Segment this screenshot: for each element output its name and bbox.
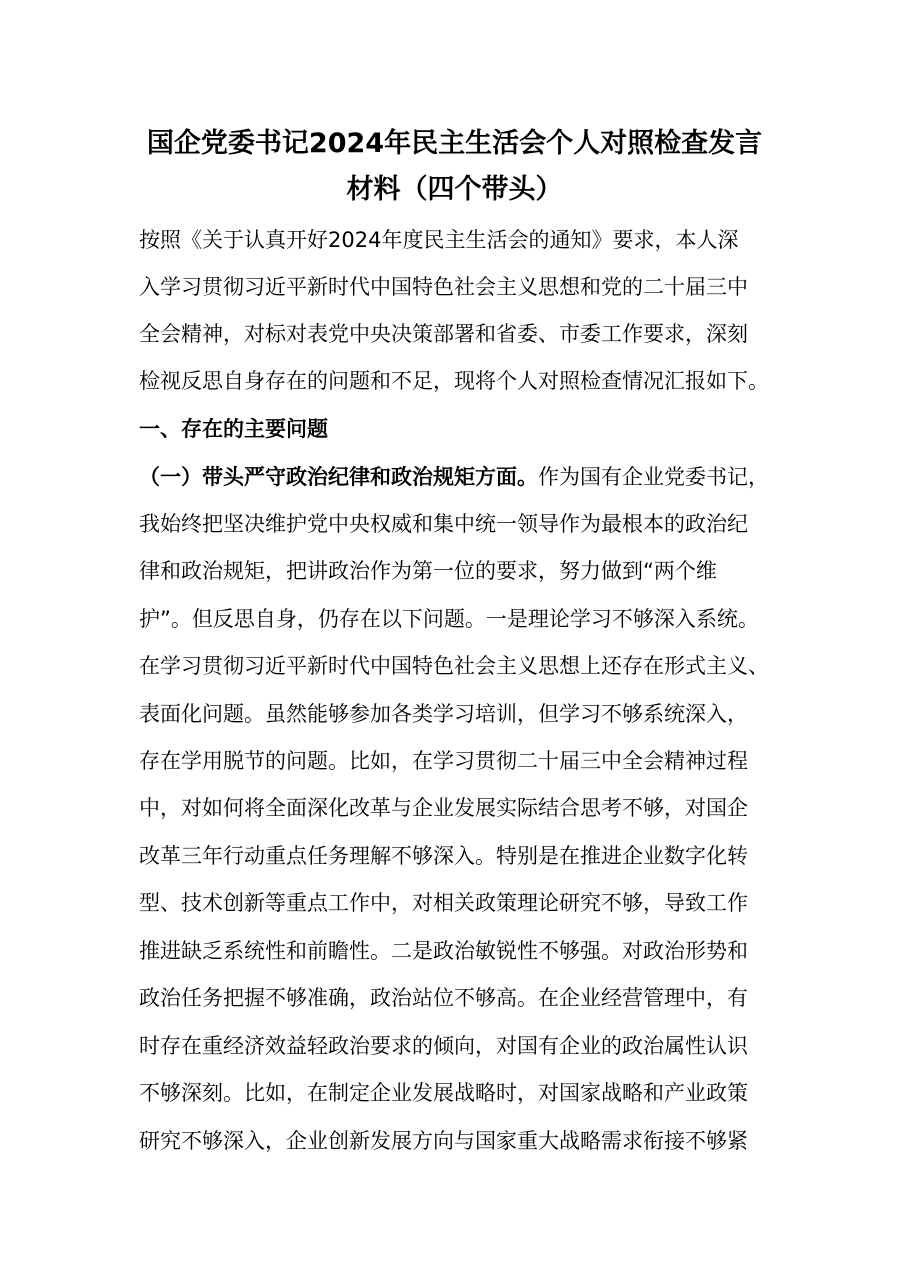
body-line: 政治任务把握不够准确，政治站位不够高。在企业经营管理中，有	[139, 986, 748, 1010]
body-line: 律和政治规矩，把讲政治作为第一位的要求，努力做到“两个维	[139, 559, 717, 583]
subsection-first-line	[139, 462, 769, 492]
body-line: 改革三年行动重点任务理解不够深入。特别是在推进企业数字化转	[139, 844, 748, 868]
subsection-first-line-text: 作为国有企业党委书记，	[538, 465, 769, 489]
body-line: 研究不够深入，企业创新发展方向与国家重大战略需求衔接不够紧	[139, 1129, 748, 1153]
section-heading: 一、存在的主要问题	[139, 417, 328, 441]
body-line: 我始终把坚决维护党中央权威和集中统一领导作为最根本的政治纪	[139, 512, 748, 536]
body-line: 存在学用脱节的问题。比如，在学习贯彻二十届三中全会精神过程	[139, 749, 748, 773]
intro-line: 按照《关于认真开好2024年度民主生活会的通知》要求，本人深	[139, 228, 739, 252]
body-line: 推进缺乏系统性和前瞻性。二是政治敏锐性不够强。对政治形势和	[139, 939, 748, 963]
subsection-heading: （一）带头严守政治纪律和政治规矩方面。	[139, 465, 538, 489]
document-title-line-1: 国企党委书记2024年民主生活会个人对照检查发言	[146, 128, 763, 159]
body-line: 表面化问题。虽然能够参加各类学习培训，但学习不够系统深入，	[139, 702, 748, 726]
intro-line: 入学习贯彻习近平新时代中国特色社会主义思想和党的二十届三中	[139, 275, 748, 299]
body-line: 不够深刻。比如，在制定企业发展战略时，对国家战略和产业政策	[139, 1081, 748, 1105]
document-title-line-2: 材料（四个带头）	[346, 174, 563, 205]
intro-line: 全会精神，对标对表党中央决策部署和省委、市委工作要求，深刻	[139, 322, 748, 346]
body-line: 时存在重经济效益轻政治要求的倾向，对国有企业的政治属性认识	[139, 1034, 748, 1058]
body-line: 在学习贯彻习近平新时代中国特色社会主义思想上还存在形式主义、	[139, 654, 769, 678]
body-line: 中，对如何将全面深化改革与企业发展实际结合思考不够，对国企	[139, 796, 748, 820]
intro-line: 检视反思自身存在的问题和不足，现将个人对照检查情况汇报如下。	[139, 369, 769, 393]
body-line: 护”。但反思自身，仍存在以下问题。一是理论学习不够深入系统。	[139, 607, 759, 631]
body-line: 型、技术创新等重点工作中，对相关政策理论研究不够，导致工作	[139, 891, 748, 915]
